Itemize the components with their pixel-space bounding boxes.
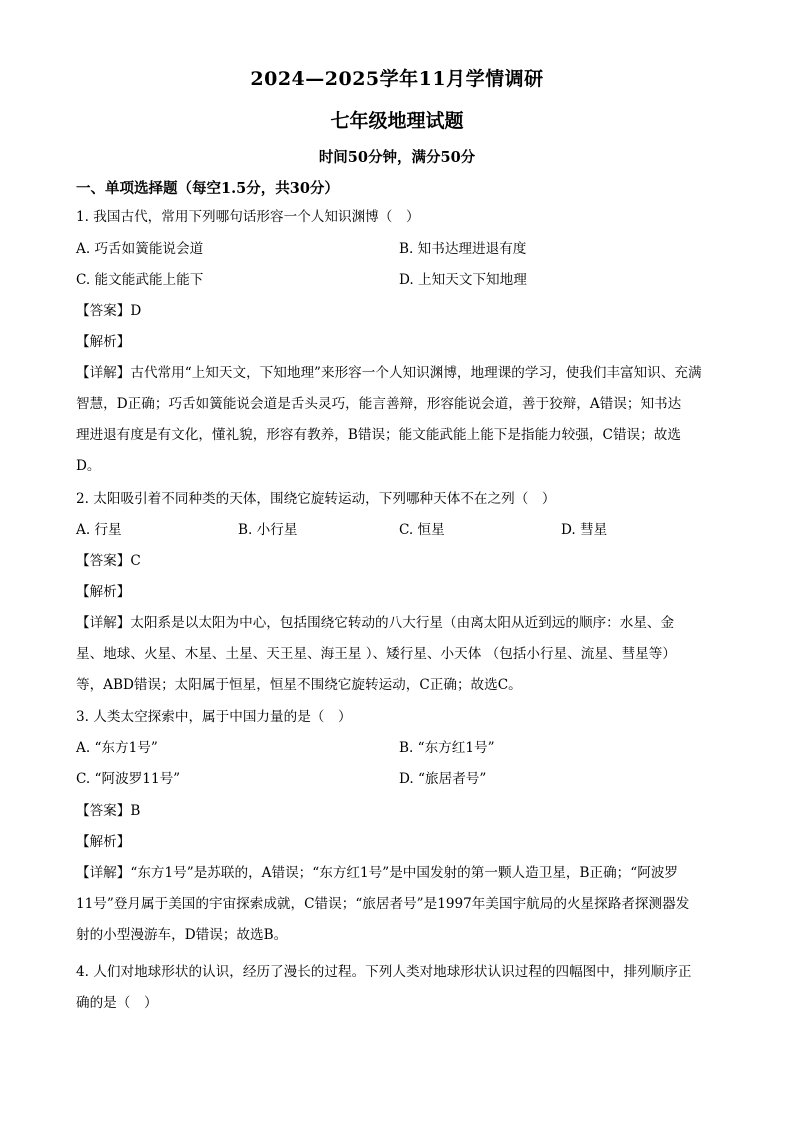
detail-line: 射的小型漫游车，D错误；故选B。 — [76, 927, 288, 943]
question-3-option-d: D. “旅居者号” — [399, 771, 487, 787]
question-1-option-a: A. 巧舌如簧能说会道 — [76, 241, 204, 257]
detail-line: 【详解】古代常用“上知天文，下知地理”来形容一个人知识渊博，地理课的学习，使我们丰富知识、充满 — [76, 365, 702, 381]
detail-line: 11号”登月属于美国的宇宙探索成就，C错误；“旅居者号”是1997年美国宇航局的火星探路者探测器发 — [76, 896, 690, 912]
question-2-stem: 2. 太阳吸引着不同种类的天体，围绕它旋转运动，下列哪种天体不在之列（ ） — [76, 491, 556, 507]
question-2-option-d: D. 彗星 — [561, 522, 608, 538]
exam-subject-title: 七年级地理试题 — [330, 110, 464, 132]
question-3-option-b: B. “东方红1号” — [399, 740, 495, 756]
detail-line: 星、地球、火星、木星、土星、天王星、海王星 ）、矮行星、小天体 （包括小行星、流星、彗星等） — [76, 646, 676, 662]
detail-line: 【详解】太阳系是以太阳为中心，包括围绕它转动的八大行星（由离太阳从近到远的顺序：水星、金 — [76, 615, 675, 631]
question-1-option-c: C. 能文能武能上能下 — [76, 272, 204, 288]
question-4-stem — [76, 957, 720, 1019]
stem-line: 确的是（ ） — [76, 995, 158, 1011]
question-3-stem: 3. 人类太空探索中，属于中国力量的是（ ） — [76, 709, 352, 725]
section-heading: 一、单项选择题（每空1.5分，共30分） — [76, 180, 339, 197]
question-2-answer: 【答案】C — [76, 553, 141, 569]
question-3-option-a: A. “东方1号” — [76, 740, 158, 756]
question-3-detail — [76, 858, 720, 951]
question-2-option-c: C. 恒星 — [399, 522, 445, 538]
question-1-answer: 【答案】D — [76, 303, 142, 319]
detail-line: D。 — [76, 458, 101, 474]
detail-line: 理进退有度是有文化，懂礼貌，形容有教养，B错误；能文能武能上能下是指能力较强，C错误；故选 — [76, 427, 681, 443]
question-2-detail — [76, 608, 720, 701]
question-1-analysis-label: 【解析】 — [76, 334, 131, 350]
question-1-stem: 1. 我国古代，常用下列哪句话形容一个人知识渊博（ ） — [76, 209, 420, 225]
question-3-answer: 【答案】B — [76, 803, 141, 819]
question-1-option-d: D. 上知天文下知地理 — [399, 272, 527, 288]
exam-title: 2024—2025学年11月学情调研 — [250, 68, 544, 90]
question-2-analysis-label: 【解析】 — [76, 584, 131, 600]
question-3-analysis-label: 【解析】 — [76, 834, 131, 850]
detail-line: 智慧，D正确；巧舌如簧能说会道是舌头灵巧，能言善辩，形容能说会道，善于狡辩，A错误；知书达 — [76, 396, 682, 412]
exam-time-info: 时间50分钟，满分50分 — [318, 149, 476, 166]
question-3-option-c: C. “阿波罗11号” — [76, 771, 181, 787]
detail-line: 等，ABD错误；太阳属于恒星，恒星不围绕它旋转运动，C正确；故选C。 — [76, 677, 522, 693]
stem-line: 4. 人们对地球形状的认识，经历了漫长的过程。下列人类对地球形状认识过程的四幅图中，排列顺序正 — [76, 964, 692, 980]
question-2-option-a: A. 行星 — [76, 522, 122, 538]
question-1-detail — [76, 358, 720, 482]
detail-line: 【详解】“东方1号”是苏联的，A错误；“东方红1号”是中国发射的第一颗人造卫星，B正确；“阿波罗 — [76, 865, 679, 881]
question-1-option-b: B. 知书达理进退有度 — [399, 241, 527, 257]
question-2-option-b: B. 小行星 — [238, 522, 298, 538]
